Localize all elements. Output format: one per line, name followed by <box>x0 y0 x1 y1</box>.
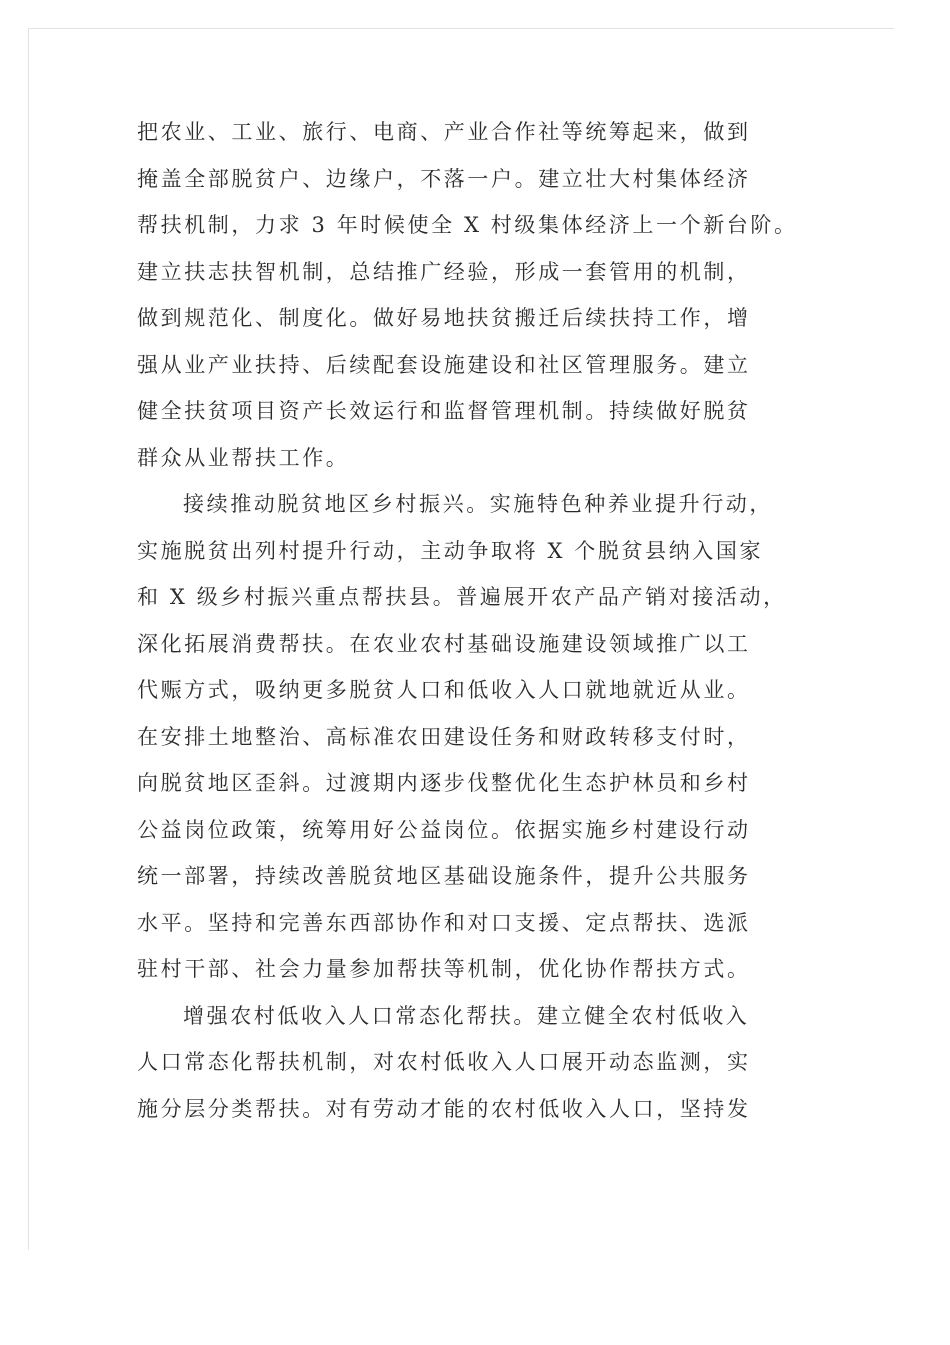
text-line: 和 X 级乡村振兴重点帮扶县。普遍展开农产品产销对接活动， <box>137 585 787 609</box>
text-line: 深化拓展消费帮扶。在农业农村基础设施建设领域推广以工 <box>137 631 751 656</box>
text-line: 帮扶机制，力求 3 年时候使全 X 村级集体经济上一个新台阶。 <box>137 213 798 237</box>
text-line: 驻村干部、社会力量参加帮扶等机制，优化协作帮扶方式。 <box>137 957 751 981</box>
text-line: 水平。坚持和完善东西部协作和对口支援、定点帮扶、选派 <box>137 910 751 935</box>
text-line: 公益岗位政策，统筹用好公益岗位。依据实施乡村建设行动 <box>137 817 751 842</box>
text-line: 统一部署，持续改善脱贫地区基础设施条件，提升公共服务 <box>137 864 751 888</box>
text-line: 接续推动脱贫地区乡村振兴。实施特色种养业提升行动， <box>183 492 773 516</box>
text-line: 施分层分类帮扶。对有劳动才能的农村低收入人口，坚持发 <box>137 1096 751 1121</box>
text-line: 强从业产业扶持、后续配套设施建设和社区管理服务。建立 <box>137 352 751 377</box>
paragraph-3 <box>137 993 777 1133</box>
page-border-top <box>28 28 894 29</box>
text-line: 向脱贫地区歪斜。过渡期内逐步伐整优化生态护林员和乡村 <box>137 771 751 795</box>
text-line: 建立扶志扶智机制，总结推广经验，形成一套管用的机制， <box>137 259 751 284</box>
text-line: 在安排土地整治、高标准农田建设任务和财政转移支付时， <box>137 724 751 749</box>
text-line: 群众从业帮扶工作。 <box>137 445 350 470</box>
text-line: 把农业、工业、旅行、电商、产业合作社等统筹起来，做到 <box>137 120 751 144</box>
text-line: 增强农村低收入人口常态化帮扶。建立健全农村低收入 <box>183 1003 750 1028</box>
paragraph-2 <box>137 481 787 993</box>
page-border-left <box>28 28 29 1250</box>
text-line: 健全扶贫项目资产长效运行和监督管理机制。持续做好脱贫 <box>137 399 751 423</box>
text-line: 实施脱贫出列村提升行动，主动争取将 X 个脱贫县纳入国家 <box>137 538 764 563</box>
text-line: 人口常态化帮扶机制，对农村低收入人口展开动态监测，实 <box>137 1050 751 1074</box>
text-line: 掩盖全部脱贫户、边缘户，不落一户。建立壮大村集体经济 <box>137 166 751 191</box>
document-body <box>137 109 798 1132</box>
text-line: 做到规范化、制度化。做好易地扶贫搬迁后续扶持工作，增 <box>137 306 751 330</box>
text-line: 代赈方式，吸纳更多脱贫人口和低收入人口就地就近从业。 <box>137 678 751 702</box>
paragraph-1 <box>137 109 798 481</box>
